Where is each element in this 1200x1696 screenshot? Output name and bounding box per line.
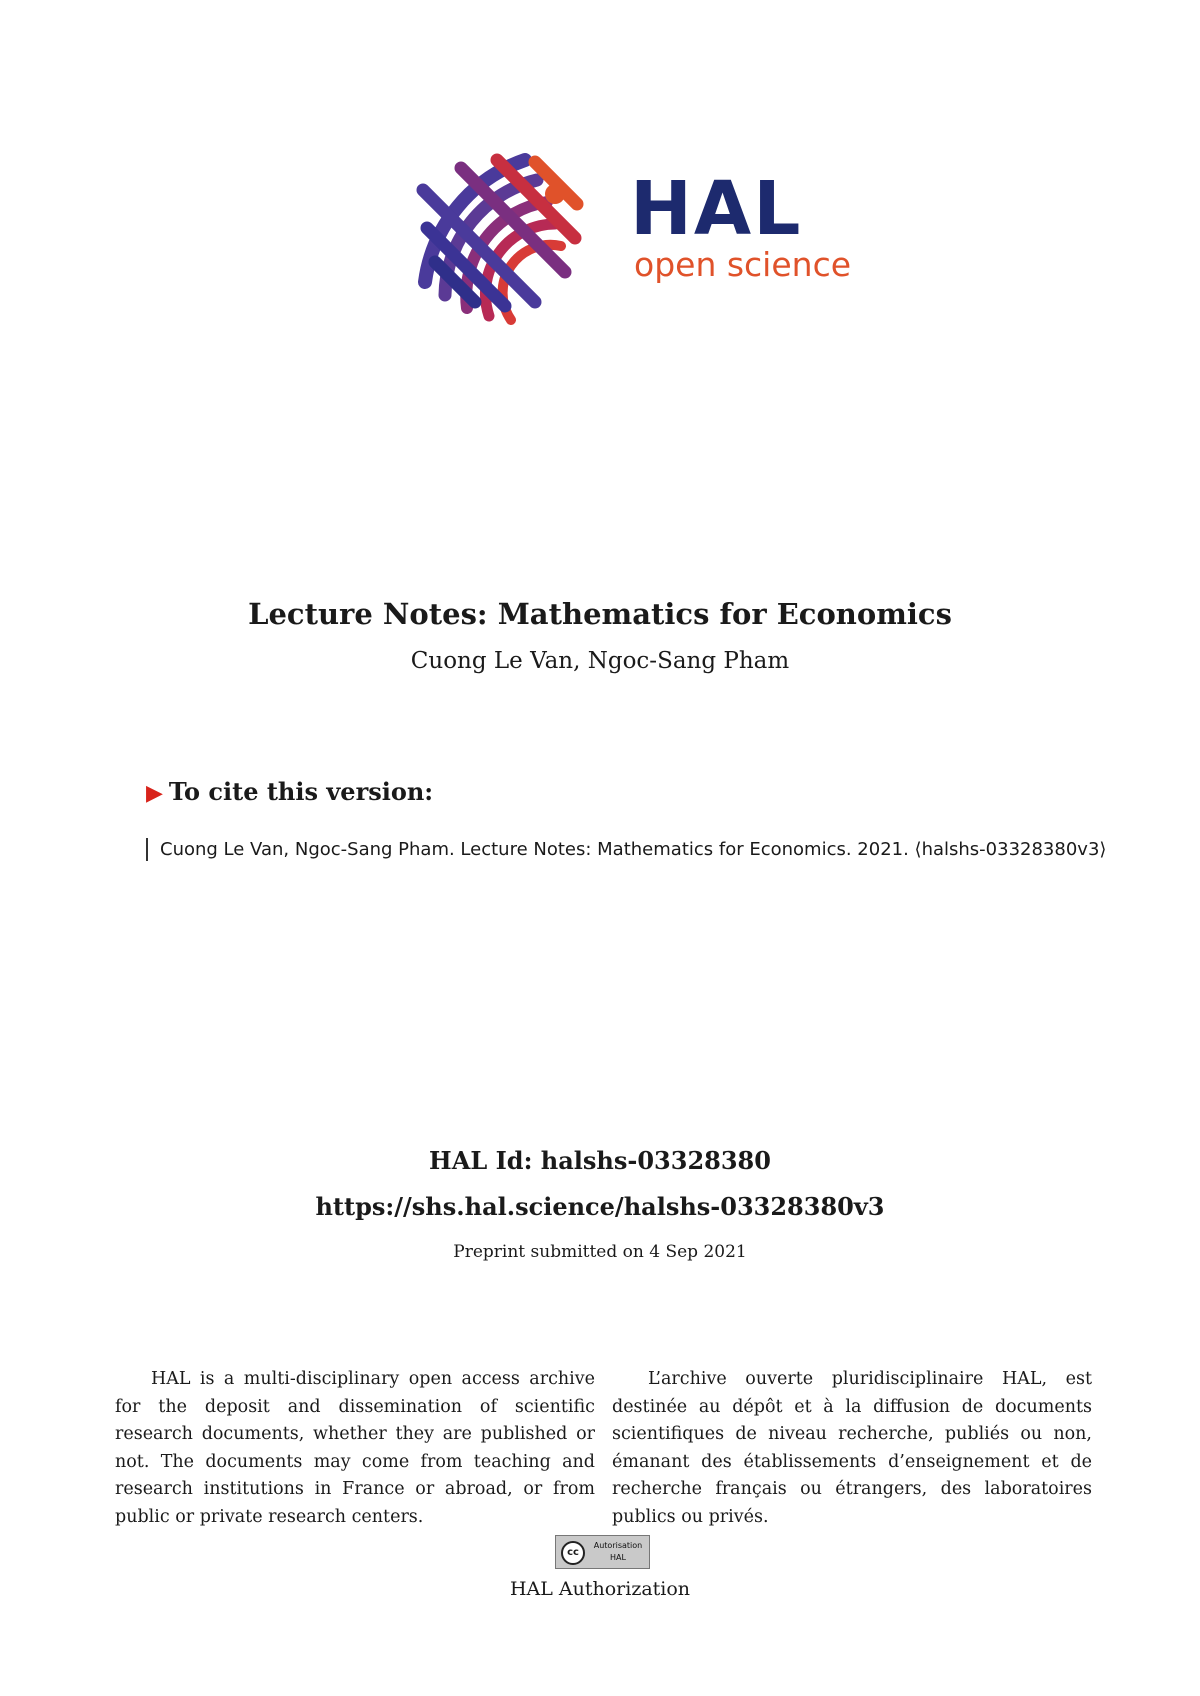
- authorization-badge: [555, 1535, 650, 1569]
- abstract-english: HAL is a multi-disciplinary open access archive for the deposit and dissemination of scientific research documents, whether they are published or not. The documents may come from teaching and research institutions in France or abroad, or from public or private research centers.: [115, 1369, 595, 1527]
- triangle-right-icon: ▶: [146, 780, 163, 806]
- hal-url-link[interactable]: https://shs.hal.science/halshs-03328380v3: [315, 1192, 885, 1221]
- citation-text: Cuong Le Van, Ngoc-Sang Pham. Lecture Notes: Mathematics for Economics. 2021. ⟨halshs-03328380v3⟩: [146, 838, 1160, 861]
- logo-dot: [545, 184, 565, 204]
- logo-wordmark: HAL: [630, 166, 803, 252]
- document-authors: Cuong Le Van, Ngoc-Sang Pham: [410, 648, 790, 674]
- cite-heading-label: To cite this version:: [168, 777, 434, 806]
- authorization-badge-text: Autorisation HAL: [593, 1541, 643, 1562]
- cite-heading: [146, 778, 433, 807]
- creative-commons-icon: cc: [561, 1541, 585, 1565]
- abstract-french: L’archive ouverte pluridisciplinaire HAL, est destinée au dépôt et à la diffusion de documents scientifiques de niveau recherche, publiés ou non, émanant des établissements d’enseignement et de recherche français ou étrangers, des laboratoires publics ou privés.: [612, 1369, 1092, 1527]
- hal-logo-mark: [405, 150, 605, 330]
- hal-id: HAL Id: halshs-03328380: [429, 1146, 771, 1175]
- document-title: Lecture Notes: Mathematics for Economics: [248, 597, 952, 631]
- hal-logo: [405, 150, 870, 330]
- logo-tagline: open science: [634, 245, 852, 284]
- authorization-label: HAL Authorization: [509, 1578, 691, 1600]
- submission-date: Preprint submitted on 4 Sep 2021: [453, 1242, 747, 1262]
